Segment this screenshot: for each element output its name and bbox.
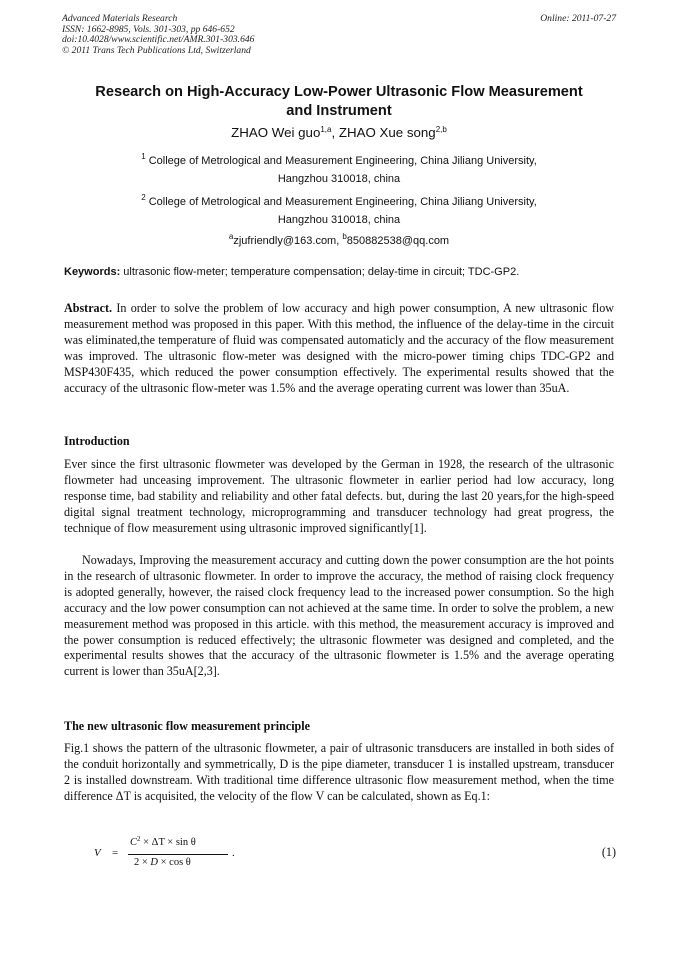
author-separator: , (331, 125, 339, 140)
affiliation-2 (62, 193, 616, 229)
author-2: ZHAO Xue song (338, 125, 436, 140)
email-a: zjufriendly@163.com, (233, 235, 343, 247)
equation-den-rest: × cos θ (158, 857, 191, 868)
affiliation-2-line-2: Hangzhou 310018, china (277, 214, 401, 226)
keywords (64, 265, 616, 279)
author-2-sup: 2,b (435, 125, 447, 134)
affiliation-1 (62, 152, 616, 188)
doi-line: doi:10.4028/www.scientific.net/AMR.301-303.646 (62, 34, 255, 46)
equation-num-c: C (130, 837, 138, 848)
equation-den-pre: 2 × (134, 857, 151, 868)
abstract (64, 301, 614, 396)
journal-name: Advanced Materials Research (62, 13, 178, 24)
email-a-sup: a (228, 232, 234, 241)
affiliation-1-line-2: Hangzhou 310018, china (277, 173, 401, 185)
email-line (62, 234, 616, 248)
email-b-sup: b (342, 232, 347, 241)
equation-fraction-bar (128, 854, 228, 855)
email-b: 850882538@qq.com (346, 235, 450, 247)
author-1: ZHAO Wei guo (231, 125, 321, 140)
title-line-1: Research on High-Accuracy Low-Power Ultrasonic Flow Measurement (95, 84, 583, 100)
equation-equals: = (112, 847, 119, 859)
equation-1 (90, 835, 616, 875)
journal-header (62, 14, 616, 56)
keywords-text: ultrasonic flow-meter; temperature compensation; delay-time in circuit; TDC-GP2. (120, 266, 520, 278)
abstract-label: Abstract. (64, 301, 113, 315)
equation-lhs: V (94, 847, 101, 859)
author-1-sup: 1,a (320, 125, 332, 134)
copyright-line: © 2011 Trans Tech Publications Ltd, Switzerland (62, 44, 251, 56)
issn-line: ISSN: 1662-8985, Vols. 301-303, pp 646-652 (62, 23, 235, 35)
equation-number: (1) (601, 845, 616, 859)
abstract-text: In order to solve the problem of low accuracy and high power consumption, A new ultrasonic flow measurement method was proposed in this paper. With this method, the influence of the delay-time in the circuit was eliminated,the temperature of fluid was compensated automaticly and the accuracy of the flow measurement was improved. The ultrasonic flow-meter was designed with the micro-power timing chips TDC-GP2 and MSP430F435, which reduced the power consumption effectively. The experimental results showed that the accuracy of the ultrasonic flow-meter was 1.5% and the average operating current was lower than 35uA. (64, 301, 614, 395)
affiliation-1-sup: 1 (141, 152, 146, 161)
principle-paragraph-1: Fig.1 shows the pattern of the ultrasonic flowmeter, a pair of ultrasonic transducers are installed in both sides of the conduit horizontally and symmetrically, D is the pipe diameter, transducer 1 is installed upstream, transducer 2 is installed downstream. With traditional time difference ultrasonic flow measurement method, when the time difference ΔT is acquisited, the velocity of the flow V can be calculated, shown as Eq.1: (64, 741, 614, 803)
equation-num-rest: × ΔT × sin θ (140, 837, 196, 848)
equation-numerator (130, 835, 196, 848)
section-heading-principle: The new ultrasonic flow measurement principle (64, 719, 311, 733)
affiliation-2-line-1: College of Metrological and Measurement Engineering, China Jiliang University, (148, 196, 537, 208)
affiliation-1-line-1: College of Metrological and Measurement Engineering, China Jiliang University, (148, 155, 537, 167)
affiliation-2-sup: 2 (141, 193, 146, 202)
keywords-label: Keywords: (64, 266, 121, 278)
online-date: Online: 2011-07-27 (540, 13, 616, 24)
intro-paragraph-2: Nowadays, Improving the measurement accuracy and cutting down the power consumption are the hot points in the research of ultrasonic flowmeter. In order to improve the accuracy, the method of raising clock frequency is adopted generally, however, the raised clock frequency lead to the increased power consumption. So the high accuracy and the low power consumption can not achieved at the same time. In order to solve the problem, a new measurement method was proposed in this article. with this method, the measurement accuracy is improved and the power consumption is reduced effectively; the ultrasonic flowmeter was designed and completed, and the experimental results showes that the accuracy of the ultrasonic flowmeter is 1.5% and the average operating current is lower than 35uA[2,3]. (64, 553, 614, 679)
equation-period: . (232, 847, 235, 859)
equation-num-sup: 2 (137, 835, 141, 843)
intro-paragraph-1: Ever since the first ultrasonic flowmeter was developed by the German in 1928, the research of the ultrasonic flowmeter had unceasing improvement. The ultrasonic flowmeter in earlier period had low accuracy, long response time, bad stability and reliability and other fatal defects. but, during the last 20 years,for the high-speed digital signal treatment technology, microprogramming and transducer technology had great progress, the technique of flow measurement using ultrasonic improved significantly[1]. (64, 457, 614, 535)
author-line (62, 124, 616, 141)
equation-denominator (134, 857, 191, 868)
paper-title (62, 83, 616, 121)
title-line-2: and Instrument (286, 103, 392, 119)
equation-den-d: D (150, 857, 159, 868)
section-heading-introduction: Introduction (64, 434, 130, 448)
